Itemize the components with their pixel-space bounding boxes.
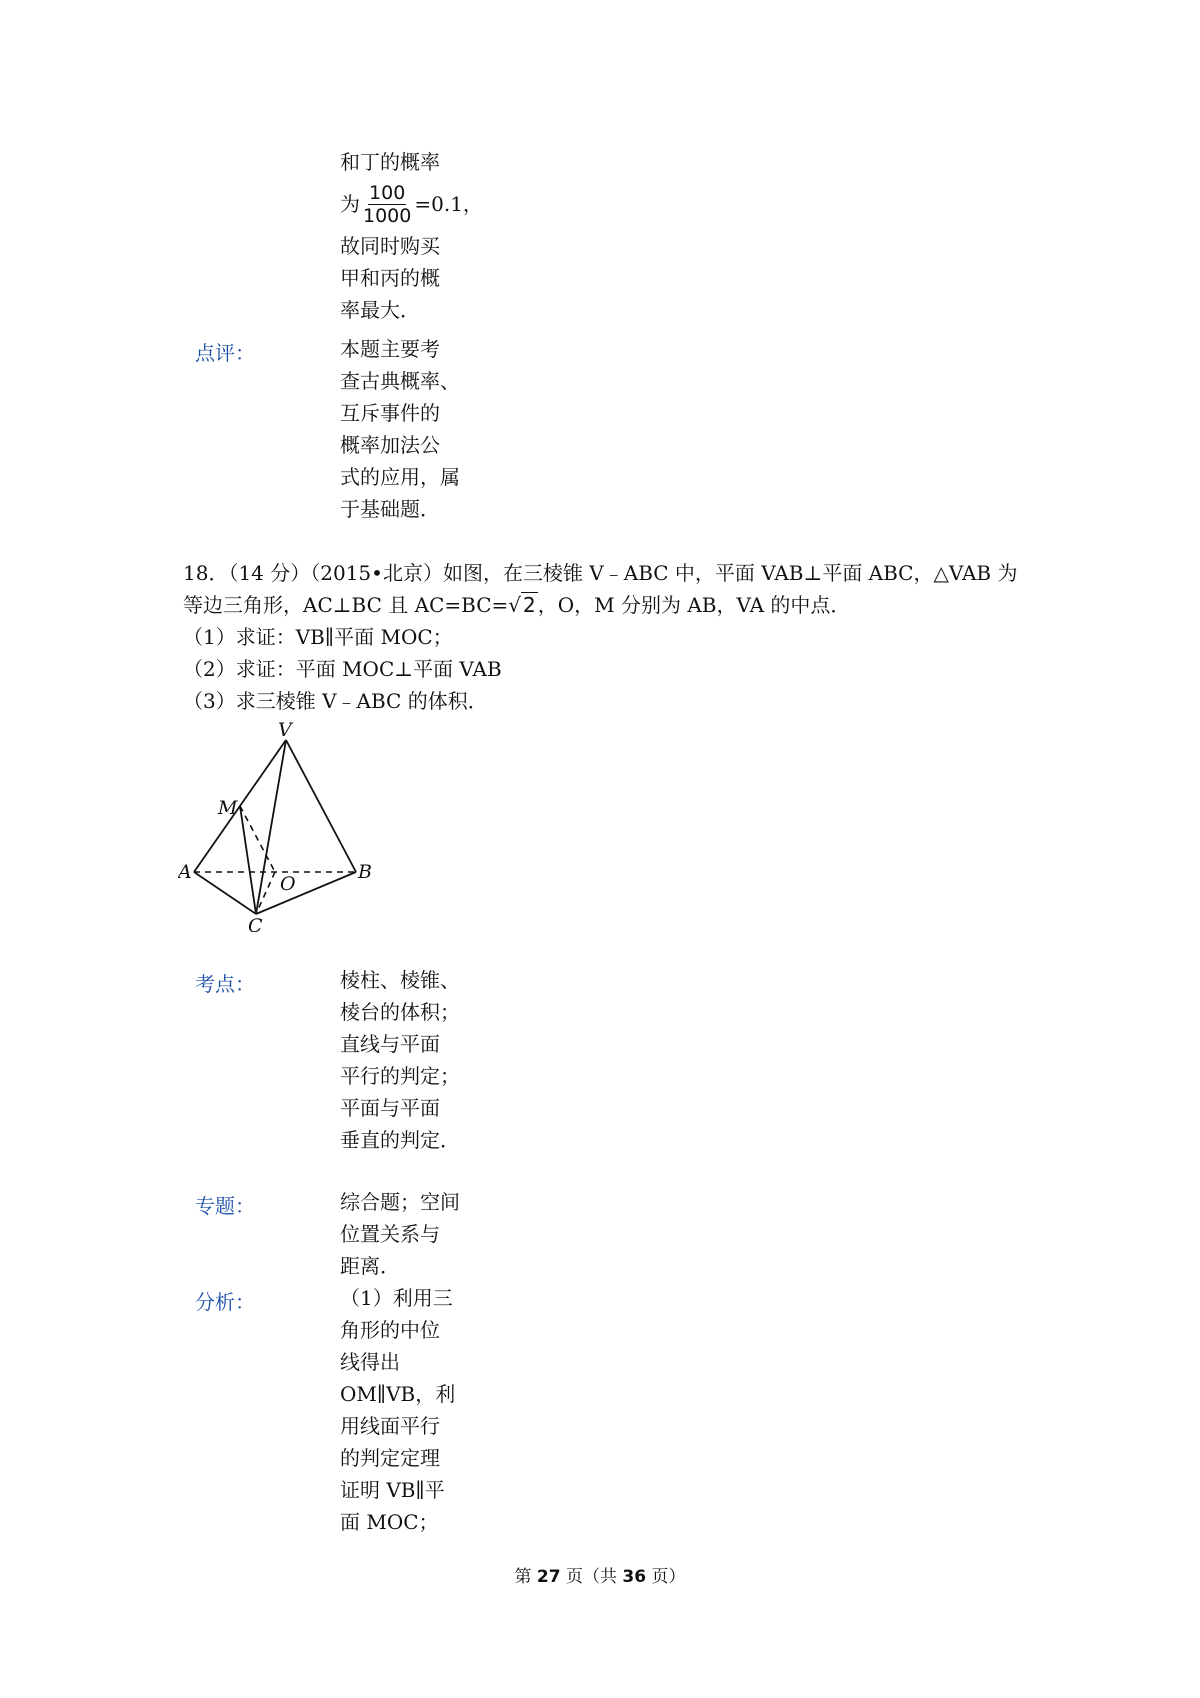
fenxi-line: 证明 VB∥平 [340,1478,445,1502]
vertex-label-c: C [248,915,263,932]
page-footer [0,1562,1200,1587]
fraction-line [340,178,490,230]
kaodian-label: 考点： [195,972,255,996]
fenxi-text [340,1282,490,1538]
question-stem-line1: 18．（14 分）（2015•北京）如图，在三棱锥 V﹣ABC 中，平面 VAB⊥平面 ABC，△VAB 为 [183,561,1018,585]
sub-question-2: （2）求证：平面 MOC⊥平面 VAB [183,657,502,681]
prev-answer-text [340,146,490,326]
comment-line: 互斥事件的 [340,401,440,425]
footer-pre: 第 [514,1567,537,1587]
zhuanti-text [340,1186,490,1282]
fenxi-line: （1）利用三 [340,1286,453,1310]
hidden-edges [194,806,356,914]
fraction [362,182,412,227]
sub-question-1: （1）求证：VB∥平面 MOC； [183,625,453,649]
question-18 [183,557,1063,717]
fenxi-line: 线得出 [340,1350,400,1374]
fraction-denominator: 1000 [363,204,412,227]
fenxi-line: 的判定定理 [340,1446,440,1470]
kaodian-line: 直线与平面 [340,1032,440,1056]
kaodian-line: 棱柱、棱锥、 [340,968,460,992]
footer-total-pages: 36 [622,1567,647,1587]
vertex-label-m: M [218,797,238,819]
fenxi-line: OM∥VB，利 [340,1382,456,1406]
kaodian-line: 棱台的体积； [340,1000,460,1024]
comment-line: 本题主要考 [340,337,440,361]
pyramid-figure [178,722,388,932]
answer-line: 甲和丙的概 [340,266,440,290]
footer-mid: 页（共 [560,1567,623,1587]
zhuanti-label: 专题： [195,1194,255,1218]
fenxi-line: 面 MOC； [340,1510,439,1534]
kaodian-line: 垂直的判定． [340,1128,460,1152]
vertex-label-o: O [280,873,296,895]
kaodian-line: 平行的判定； [340,1064,460,1088]
fenxi-label: 分析： [195,1290,255,1314]
pyramid-edges [194,740,356,914]
question-stem-line2 [183,589,1063,621]
vertex-label-a: A [178,861,192,883]
fenxi-line: 角形的中位 [340,1318,440,1342]
edge-bc [256,872,356,914]
kaodian-text [340,964,490,1156]
vertex-label-b: B [358,861,372,883]
answer-line: 率最大． [340,298,420,322]
comment-label: 点评： [195,341,255,365]
zhuanti-line: 距离． [340,1254,400,1278]
fraction-prefix: 为 [340,192,360,216]
comment-text [340,333,490,525]
fraction-numerator: 100 [369,181,406,204]
footer-post: 页） [646,1567,686,1587]
answer-line: 故同时购买 [340,234,440,258]
comment-line: 查古典概率、 [340,369,460,393]
vertex-labels [178,722,372,932]
comment-line: 概率加法公 [340,433,440,457]
edge-vb [286,740,356,872]
sub-question-3: （3）求三棱锥 V﹣ABC 的体积． [183,689,488,713]
answer-line: 和丁的概率 [340,150,440,174]
zhuanti-line: 位置关系与 [340,1222,440,1246]
fraction-suffix: =0.1， [414,192,483,216]
zhuanti-line: 综合题；空间 [340,1190,460,1214]
kaodian-line: 平面与平面 [340,1096,440,1120]
vertex-label-v: V [278,722,292,741]
comment-line: 式的应用，属 [340,465,460,489]
question-stem-line2-post: ，O，M 分别为 AB，VA 的中点． [537,593,851,617]
question-stem-line2-pre: 等边三角形，AC⊥BC 且 AC=BC= [183,593,509,617]
footer-page-number: 27 [536,1567,561,1587]
sqrt-expression: √ 2 [508,593,536,617]
edge-ac [194,872,256,914]
comment-line: 于基础题． [340,497,440,521]
fenxi-line: 用线面平行 [340,1414,440,1438]
edge-mc [240,806,256,914]
sqrt-radicand: 2 [523,593,536,617]
